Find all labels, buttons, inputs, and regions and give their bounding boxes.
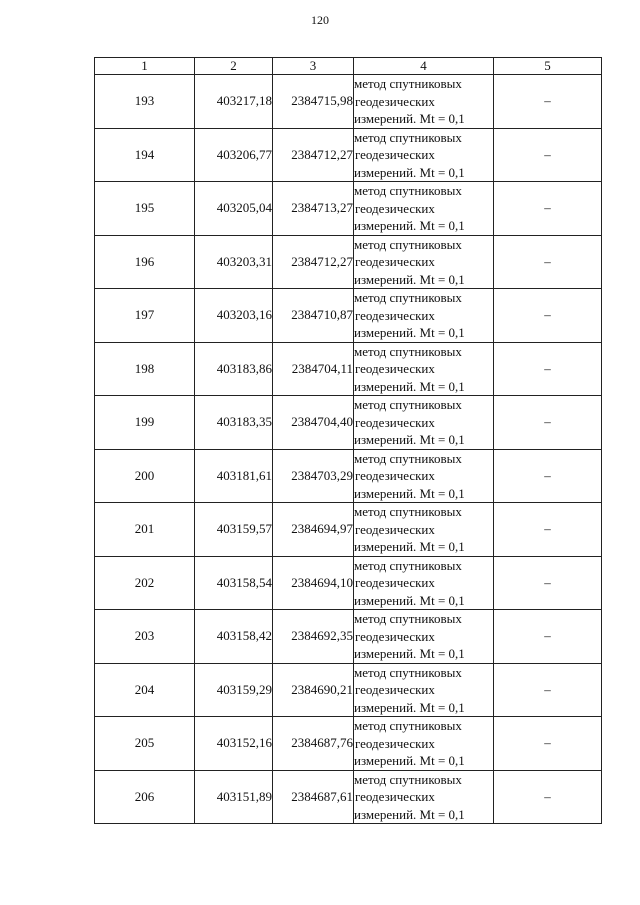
table-row bbox=[95, 396, 602, 450]
method-line: метод спутниковых bbox=[354, 664, 462, 680]
x-coordinate-cell: 403159,57 bbox=[195, 503, 273, 557]
y-coordinate-cell: 2384704,11 bbox=[273, 342, 354, 396]
point-number-cell: 200 bbox=[95, 449, 195, 503]
method-line: геодезических bbox=[355, 93, 435, 109]
table-row bbox=[95, 128, 602, 182]
note-cell: – bbox=[494, 182, 602, 236]
x-coordinate-cell: 403183,86 bbox=[195, 342, 273, 396]
point-number-cell: 202 bbox=[95, 556, 195, 610]
table-row bbox=[95, 556, 602, 610]
table-row bbox=[95, 75, 602, 129]
x-coordinate-cell: 403159,29 bbox=[195, 663, 273, 717]
y-coordinate-cell: 2384694,97 bbox=[273, 503, 354, 557]
table-header-row bbox=[95, 58, 602, 75]
coordinates-table bbox=[94, 57, 602, 824]
method-line: измерений. Mt = 0,1 bbox=[354, 271, 465, 287]
y-coordinate-cell: 2384712,27 bbox=[273, 235, 354, 289]
method-line: измерений. Mt = 0,1 bbox=[354, 699, 465, 715]
method-cell bbox=[354, 235, 494, 289]
y-coordinate-cell: 2384687,76 bbox=[273, 717, 354, 771]
point-number-cell: 196 bbox=[95, 235, 195, 289]
method-line: геодезических bbox=[355, 735, 435, 751]
table-row bbox=[95, 663, 602, 717]
method-line: геодезических bbox=[355, 521, 435, 537]
point-number-cell: 204 bbox=[95, 663, 195, 717]
method-line: метод спутниковых bbox=[354, 290, 462, 305]
y-coordinate-cell: 2384713,27 bbox=[273, 182, 354, 236]
x-coordinate-cell: 403183,35 bbox=[195, 396, 273, 450]
y-coordinate-cell: 2384687,61 bbox=[273, 770, 354, 824]
method-cell bbox=[354, 717, 494, 771]
header-col-2: 2 bbox=[195, 58, 273, 75]
method-line: метод спутниковых bbox=[354, 397, 462, 412]
method-line: метод спутниковых bbox=[354, 504, 462, 519]
method-line: метод спутниковых bbox=[354, 450, 462, 466]
method-line: геодезических bbox=[355, 254, 435, 269]
point-number-cell: 197 bbox=[95, 289, 195, 343]
header-col-3: 3 bbox=[273, 58, 354, 75]
y-coordinate-cell: 2384690,21 bbox=[273, 663, 354, 717]
point-number-cell: 203 bbox=[95, 610, 195, 664]
method-line: метод спутниковых bbox=[354, 183, 462, 198]
method-line: геодезических bbox=[355, 414, 435, 430]
method-line: геодезических bbox=[355, 628, 435, 644]
method-cell bbox=[354, 128, 494, 182]
y-coordinate-cell: 2384692,35 bbox=[273, 610, 354, 664]
method-line: измерений. Mt = 0,1 bbox=[354, 592, 465, 608]
method-cell bbox=[354, 449, 494, 503]
y-coordinate-cell: 2384704,40 bbox=[273, 396, 354, 450]
header-col-5: 5 bbox=[494, 58, 602, 75]
table-row bbox=[95, 342, 602, 396]
method-cell bbox=[354, 342, 494, 396]
header-col-1: 1 bbox=[95, 58, 195, 75]
point-number-cell: 193 bbox=[95, 75, 195, 129]
method-line: измерений. Mt = 0,1 bbox=[354, 753, 465, 768]
header-col-4: 4 bbox=[354, 58, 494, 75]
method-cell bbox=[354, 610, 494, 664]
note-cell: – bbox=[494, 75, 602, 129]
table-row bbox=[95, 235, 602, 289]
method-line: метод спутниковых bbox=[354, 236, 462, 252]
method-line: измерений. Mt = 0,1 bbox=[354, 646, 465, 661]
method-cell bbox=[354, 396, 494, 450]
note-cell: – bbox=[494, 396, 602, 450]
method-line: измерений. Mt = 0,1 bbox=[354, 325, 465, 340]
note-cell: – bbox=[494, 503, 602, 557]
method-cell bbox=[354, 289, 494, 343]
point-number-cell: 206 bbox=[95, 770, 195, 824]
method-cell bbox=[354, 75, 494, 129]
method-line: метод спутниковых bbox=[354, 557, 462, 573]
x-coordinate-cell: 403158,42 bbox=[195, 610, 273, 664]
method-line: геодезических bbox=[355, 361, 435, 376]
method-cell bbox=[354, 556, 494, 610]
point-number-cell: 205 bbox=[95, 717, 195, 771]
note-cell: – bbox=[494, 610, 602, 664]
note-cell: – bbox=[494, 770, 602, 824]
point-number-cell: 195 bbox=[95, 182, 195, 236]
method-line: метод спутниковых bbox=[354, 718, 462, 733]
point-number-cell: 201 bbox=[95, 503, 195, 557]
method-line: геодезических bbox=[355, 147, 435, 162]
y-coordinate-cell: 2384710,87 bbox=[273, 289, 354, 343]
method-line: измерений. Mt = 0,1 bbox=[354, 806, 465, 822]
note-cell: – bbox=[494, 235, 602, 289]
method-cell bbox=[354, 663, 494, 717]
method-line: геодезических bbox=[355, 468, 435, 483]
method-line: метод спутниковых bbox=[354, 343, 462, 359]
point-number-cell: 199 bbox=[95, 396, 195, 450]
table-row bbox=[95, 449, 602, 503]
note-cell: – bbox=[494, 556, 602, 610]
method-line: метод спутниковых bbox=[354, 129, 462, 145]
page-number: 120 bbox=[311, 13, 329, 27]
method-line: геодезических bbox=[355, 789, 435, 804]
note-cell: – bbox=[494, 663, 602, 717]
method-line: метод спутниковых bbox=[354, 611, 462, 626]
table-row bbox=[95, 182, 602, 236]
x-coordinate-cell: 403203,16 bbox=[195, 289, 273, 343]
note-cell: – bbox=[494, 289, 602, 343]
method-line: измерений. Mt = 0,1 bbox=[354, 539, 465, 554]
point-number-cell: 198 bbox=[95, 342, 195, 396]
method-cell bbox=[354, 182, 494, 236]
x-coordinate-cell: 403158,54 bbox=[195, 556, 273, 610]
method-cell bbox=[354, 770, 494, 824]
x-coordinate-cell: 403206,77 bbox=[195, 128, 273, 182]
table-row bbox=[95, 717, 602, 771]
method-line: геодезических bbox=[355, 575, 435, 590]
method-line: геодезических bbox=[355, 682, 435, 697]
method-line: измерений. Mt = 0,1 bbox=[354, 164, 465, 180]
x-coordinate-cell: 403152,16 bbox=[195, 717, 273, 771]
method-line: измерений. Mt = 0,1 bbox=[354, 111, 465, 126]
method-line: геодезических bbox=[355, 200, 435, 216]
x-coordinate-cell: 403217,18 bbox=[195, 75, 273, 129]
y-coordinate-cell: 2384694,10 bbox=[273, 556, 354, 610]
note-cell: – bbox=[494, 449, 602, 503]
x-coordinate-cell: 403203,31 bbox=[195, 235, 273, 289]
x-coordinate-cell: 403205,04 bbox=[195, 182, 273, 236]
x-coordinate-cell: 403181,61 bbox=[195, 449, 273, 503]
method-line: геодезических bbox=[355, 307, 435, 323]
table-body bbox=[95, 75, 602, 824]
y-coordinate-cell: 2384712,27 bbox=[273, 128, 354, 182]
point-number-cell: 194 bbox=[95, 128, 195, 182]
table-row bbox=[95, 610, 602, 664]
method-line: измерений. Mt = 0,1 bbox=[354, 378, 465, 394]
table-row bbox=[95, 770, 602, 824]
table-row bbox=[95, 289, 602, 343]
method-line: измерений. Mt = 0,1 bbox=[354, 218, 465, 233]
note-cell: – bbox=[494, 717, 602, 771]
method-line: метод спутниковых bbox=[354, 76, 462, 91]
method-cell bbox=[354, 503, 494, 557]
note-cell: – bbox=[494, 342, 602, 396]
x-coordinate-cell: 403151,89 bbox=[195, 770, 273, 824]
method-line: измерений. Mt = 0,1 bbox=[354, 432, 465, 447]
y-coordinate-cell: 2384715,98 bbox=[273, 75, 354, 129]
y-coordinate-cell: 2384703,29 bbox=[273, 449, 354, 503]
method-line: измерений. Mt = 0,1 bbox=[354, 485, 465, 501]
note-cell: – bbox=[494, 128, 602, 182]
table-row bbox=[95, 503, 602, 557]
method-line: метод спутниковых bbox=[354, 771, 462, 787]
